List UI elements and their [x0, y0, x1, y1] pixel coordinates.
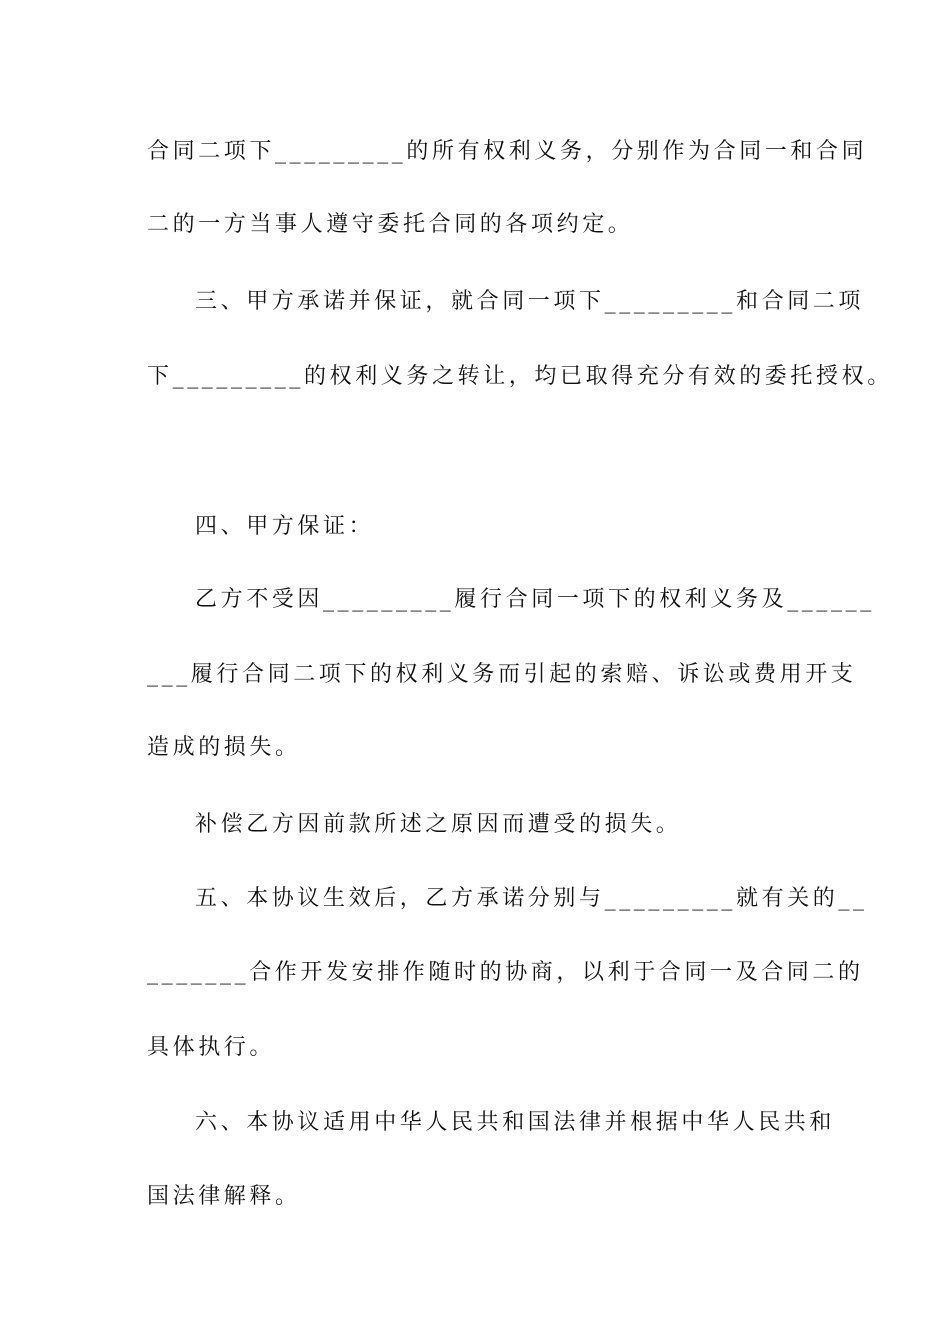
- text-line: 四、甲方保证：: [195, 514, 375, 539]
- text-line: 三、甲方承诺并保证，就合同一项下_________和合同二项: [195, 289, 865, 314]
- text-line: ___履行合同二项下的权利义务而引起的索赔、诉讼或费用开支: [147, 662, 857, 687]
- text-line: _______合作开发安排作随时的协商，以利于合同一及合同二的: [147, 960, 864, 985]
- text-line: 补偿乙方因前款所述之原因而遭受的损失。: [195, 812, 682, 837]
- text-line: 五、本协议生效后，乙方承诺分别与_________就有关的__: [195, 886, 868, 911]
- text-line: 合同二项下_________的所有权利义务，分别作为合同一和合同: [147, 139, 868, 164]
- text-line: 二的一方当事人遵守委托合同的各项约定。: [147, 212, 634, 237]
- text-line: 乙方不受因_________履行合同一项下的权利义务及______: [195, 587, 875, 612]
- text-line: 六、本协议适用中华人民共和国法律并根据中华人民共和: [195, 1110, 836, 1135]
- text-line: 下_________的权利义务之转让，均已取得充分有效的委托授权。: [147, 364, 893, 389]
- text-line: 造成的损失。: [147, 735, 301, 760]
- text-line: 国法律解释。: [147, 1184, 301, 1209]
- text-line: 具体执行。: [147, 1035, 276, 1060]
